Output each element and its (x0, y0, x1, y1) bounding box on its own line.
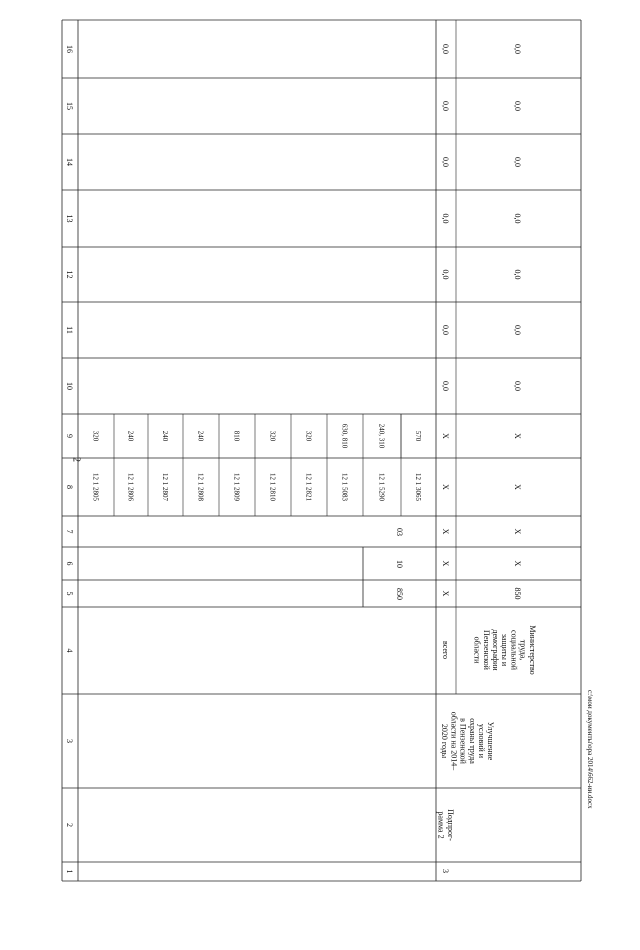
ministry-year-10: 0,0 (513, 381, 523, 391)
ministry-year-16: 0,0 (513, 44, 523, 54)
ministry-year-14: 0,0 (513, 157, 523, 167)
ministry-c6: X (513, 560, 523, 567)
csr-code: 12 1 2809 (232, 473, 241, 501)
total-year-10: 0,0 (441, 381, 451, 391)
row-number: 3 (441, 869, 451, 873)
ministry-name: Министерствотруда,социальнойзащиты идемографииПензенскойобласти (472, 625, 537, 675)
total-year-14: 0,0 (441, 157, 451, 167)
csr-code: 12 1 2821 (304, 473, 313, 501)
csr-code: 12 1 2806 (126, 473, 135, 501)
csr-code: 12 1 2807 (161, 473, 170, 501)
ministry-c5: 850 (513, 587, 523, 600)
total-c9: X (441, 433, 451, 439)
column-number-16: 16 (65, 45, 75, 53)
ministry-year-15: 0,0 (513, 101, 523, 111)
ministry-year-12: 0,0 (513, 269, 523, 280)
total-c5: X (441, 590, 451, 597)
total-label: всего (441, 640, 451, 660)
ministry-c7: X (513, 528, 523, 535)
column-number-12: 12 (65, 270, 75, 279)
total-year-12: 0,0 (441, 269, 451, 280)
csr-code: 12 1 3065 (414, 473, 423, 501)
file-path-footer: c:\мои документы\ора 2014\662-ии.docx (586, 690, 594, 809)
csr-code: 12 1 2808 (196, 473, 205, 501)
vr-code: 570 (414, 430, 423, 442)
upper-c5: 850 (395, 588, 405, 600)
upper-c7: 03 (395, 528, 405, 536)
column-number-10: 10 (65, 382, 75, 390)
column-number-6: 6 (65, 561, 75, 566)
total-c8: X (441, 484, 451, 490)
column-number-3: 3 (65, 739, 75, 743)
ministry-year-11: 0,0 (513, 325, 523, 335)
column-number-14: 14 (65, 158, 75, 166)
column-number-11: 11 (65, 326, 75, 334)
ministry-c9: X (513, 433, 523, 439)
vr-code: 240 (161, 430, 170, 442)
program-name: Улучшениеусловий иохраны трудав Пензенскойобласти на 2014–2020 годы (440, 711, 496, 771)
page-number: 2 (70, 457, 82, 462)
ministry-year-13: 0,0 (513, 213, 523, 224)
column-number-2: 2 (65, 823, 75, 827)
vr-code: 320 (91, 430, 100, 442)
column-number-13: 13 (65, 214, 75, 223)
total-year-13: 0,0 (441, 213, 451, 224)
vr-code: 240 (196, 430, 205, 442)
column-number-7: 7 (65, 529, 75, 534)
column-number-1: 1 (65, 869, 75, 874)
column-number-9: 9 (65, 434, 75, 438)
column-number-4: 4 (65, 648, 75, 653)
vr-code: 240, 310 (377, 423, 386, 449)
csr-code: 12 1 5083 (340, 473, 349, 501)
csr-code: 12 1 5290 (377, 473, 386, 501)
total-year-11: 0,0 (441, 325, 451, 335)
total-c6: X (441, 560, 451, 567)
total-year-15: 0,0 (441, 101, 451, 111)
csr-code: 12 1 2810 (268, 473, 277, 501)
column-number-5: 5 (65, 591, 75, 596)
column-number-15: 15 (65, 102, 75, 110)
ministry-c8: X (513, 484, 523, 490)
vr-code: 810 (232, 430, 241, 442)
vr-code: 630, 810 (340, 423, 349, 449)
column-number-8: 8 (65, 485, 75, 489)
upper-c6: 10 (395, 560, 405, 568)
total-c7: X (441, 528, 451, 535)
vr-code: 320 (304, 430, 313, 442)
csr-code: 12 1 2805 (91, 473, 100, 501)
program-type: Подпрог-рамма 2 (436, 809, 455, 841)
vr-code: 240 (126, 430, 135, 442)
vr-code: 320 (268, 430, 277, 442)
total-year-16: 0,0 (441, 44, 451, 54)
